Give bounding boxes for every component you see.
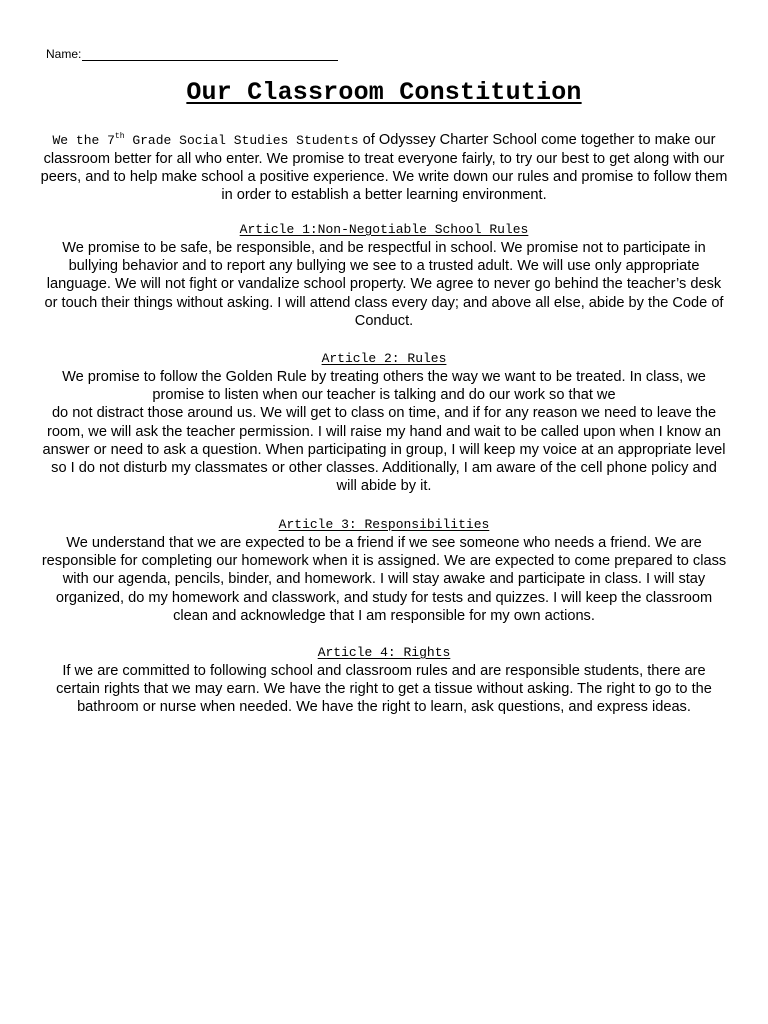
article-3-text: We understand that we are expected to be a friend if we see someone who needs a friend. We are responsible for completing our homework when it is assigned. We are expected to come prepared to class with our agenda, pencils, binder, and homework. I will stay awake and participate in class. I will stay organized, do my homework and classwork, and study for tests and quizzes. I will keep the classroom clean and acknowledge that I am responsible for my own actions. [41,535,727,624]
article-1-heading: Article 1:Non-Negotiable School Rules [239,222,529,237]
article-2-section [40,350,728,495]
article-1-text: We promise to be safe, be responsible, and be respectful in school. We promise not to participate in bullying behavior and to report any bullying we see to a trusted adult. We will use only appropriate language. We will not fight or vandalize school property. We agree to never go behind the teacher’s desk or touch their things without asking. I will attend class every day; and above all else, abide by the Code of Conduct. [44,240,724,329]
article-1-section [40,221,728,330]
article-2-text-part-2: do not distract those around us. We will get to class on time, and if for any reason we need to leave the room, we will ask the teacher permission. I will raise my hand and wait to be called upon when I know an answer or need to ask a question. When participating in group, I will keep my voice at an appropriate level so I do not disturb my classmates or other classes. Additionally, I am aware of the cell phone policy and will abide by it. [42,405,726,495]
article-4-section [40,644,728,717]
article-4-heading: Article 4: Rights [317,645,451,660]
document-title: Our Classroom Constitution [186,78,582,107]
name-label: Name: [46,47,82,61]
article-3-section [40,516,728,625]
article-3-heading: Article 3: Responsibilities [278,517,490,532]
article-4-text: If we are committed to following school and classroom rules and are responsible students, there are certain rights that we may earn. We have the right to get a tissue without asking. The right to go to the bathroom or nurse when needed. We have the right to learn, ask questions, and express ideas. [56,663,712,716]
preamble-mono-prefix: We the 7 [52,132,115,148]
preamble-superscript: th [114,132,125,141]
preamble-text: of Odyssey Charter School come together to make our classroom better for all who enter. We promise to treat everyone fairly, to try our best to get along with our peers, and to help make school a positive experience. We write down our rules and promise to follow them in order to establish a better learning environment. [40,131,728,204]
preamble-paragraph [40,128,728,205]
preamble-mono-suffix: Grade Social Studies Students [124,132,359,148]
article-2-heading: Article 2: Rules [321,351,447,366]
name-blank-line [82,46,338,61]
article-2-text-part-1: We promise to follow the Golden Rule by treating others the way we want to be treated. In class, we promise to listen when our teacher is talking and do our work so that we [62,369,706,404]
name-field-row [46,46,338,61]
